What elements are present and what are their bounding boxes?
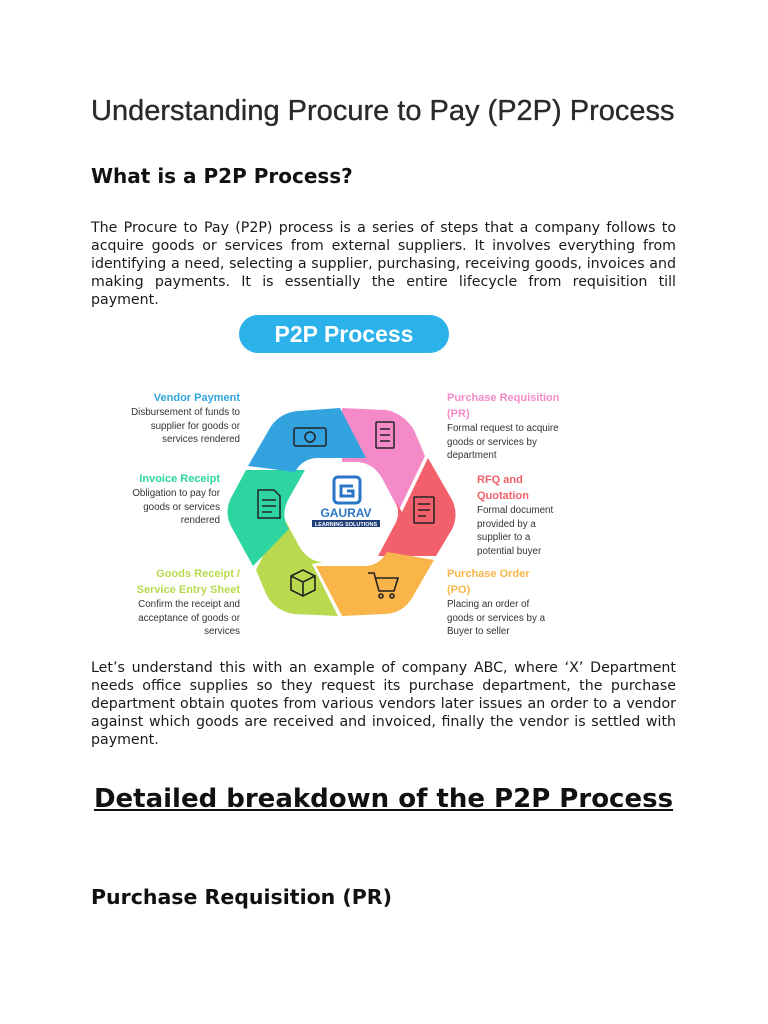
logo-subtitle: LEARNING SOLUTIONS — [314, 522, 378, 528]
intro-paragraph: The Procure to Pay (P2P) process is a series of steps that a company follows to acquire goods or services from external suppliers. It involves everything from identifying a need, selecting a supplier, purchasing, receiving goods, invoices and making payments. It is essentially the entire lifecycle from requisition till payment. — [91, 220, 676, 308]
example-paragraph: Let’s understand this with an example of company ABC, where ‘X’ Department needs office supplies so they request its purchase department, the purchase department obtain quotes from various vendors later issues an order to a vendor against which goods are received and invoiced, finally the vendor is settled with payment. — [91, 660, 676, 748]
section-heading-purchase-requisition: Purchase Requisition (PR) — [91, 885, 392, 909]
step-title: Invoice Receipt — [139, 473, 220, 485]
step-title: Vendor Payment — [153, 392, 240, 404]
p2p-banner: P2P Process — [239, 315, 449, 353]
p2p-cycle-diagram — [120, 380, 570, 645]
step-vendor-payment — [120, 390, 240, 447]
step-goods-receipt — [120, 566, 240, 639]
step-title: Purchase Order (PO) — [447, 568, 530, 596]
step-title: RFQ and Quotation — [477, 474, 529, 502]
step-invoice-receipt — [120, 471, 220, 528]
step-desc: Formal request to acquire goods or services by department — [447, 423, 559, 461]
step-purchase-order — [447, 566, 547, 639]
step-desc: Obligation to pay for goods or services rendered — [132, 488, 220, 526]
step-desc: Confirm the receipt and acceptance of goods or services — [138, 599, 240, 637]
gaurav-logo — [334, 477, 360, 503]
logo-name: GAURAV — [320, 506, 372, 520]
page-title: Understanding Procure to Pay (P2P) Process — [91, 95, 675, 127]
step-desc: Disbursement of funds to supplier for goods or services rendered — [131, 407, 240, 445]
step-title: Purchase Requisition (PR) — [447, 392, 560, 420]
segment-purchase-order — [316, 552, 434, 616]
step-desc: Placing an order of goods or services by a Buyer to seller — [447, 599, 546, 637]
step-rfq-quotation — [477, 472, 570, 558]
step-desc: Formal document provided by a supplier to a potential buyer — [477, 505, 554, 557]
section-heading-what-is-p2p: What is a P2P Process? — [91, 164, 353, 188]
section-heading-detailed-breakdown: Detailed breakdown of the P2P Process — [93, 784, 674, 814]
step-title: Goods Receipt / Service Entry Sheet — [136, 568, 240, 596]
step-purchase-requisition — [447, 390, 565, 463]
